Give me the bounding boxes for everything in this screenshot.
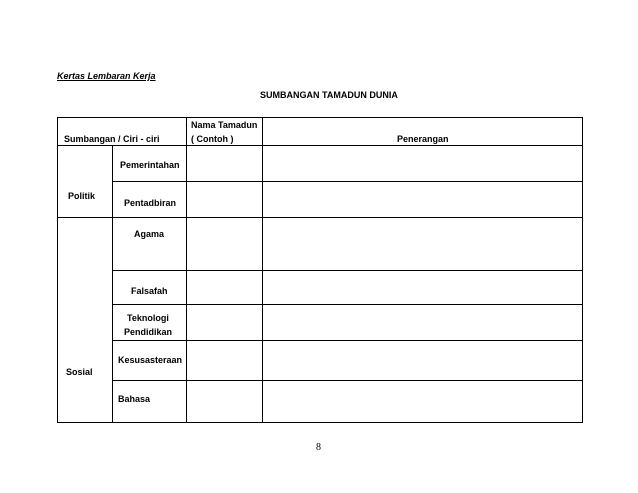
- table-header-bottom: [57, 145, 583, 146]
- table-border-bottom: [57, 422, 583, 423]
- table-border-top: [57, 117, 583, 118]
- group-divider: [57, 217, 583, 218]
- table-divider-v1: [112, 145, 113, 423]
- item-bahasa: Bahasa: [118, 394, 151, 404]
- col-header-sumbangan: Sumbangan / Ciri - ciri: [64, 134, 160, 144]
- item-pentadbiran: Pentadbiran: [124, 198, 177, 208]
- item-teknologi: Teknologi: [127, 313, 169, 323]
- row-line: [112, 340, 583, 341]
- item-pendidikan: Pendidikan: [124, 327, 173, 337]
- page-number: 8: [316, 442, 321, 453]
- col-header-nama-tamadun-line1: Nama Tamadun: [191, 120, 258, 130]
- row-line: [112, 380, 583, 381]
- page-title: SUMBANGAN TAMADUN DUNIA: [260, 90, 398, 100]
- worksheet-label: Kertas Lembaran Kerja: [57, 71, 156, 81]
- group-label-sosial: Sosial: [66, 367, 93, 377]
- item-pemerintahan: Pemerintahan: [120, 160, 180, 170]
- item-falsafah: Falsafah: [131, 286, 168, 296]
- row-line: [112, 270, 583, 271]
- item-kesusasteraan: Kesusasteraan: [118, 355, 183, 365]
- row-line: [112, 181, 583, 182]
- item-agama: Agama: [134, 229, 165, 239]
- row-line: [112, 304, 583, 305]
- col-header-penerangan: Penerangan: [397, 134, 449, 144]
- table-border-left: [57, 117, 58, 423]
- col-header-nama-tamadun-line2: ( Contoh ): [191, 134, 234, 144]
- group-label-politik: Politik: [68, 191, 96, 201]
